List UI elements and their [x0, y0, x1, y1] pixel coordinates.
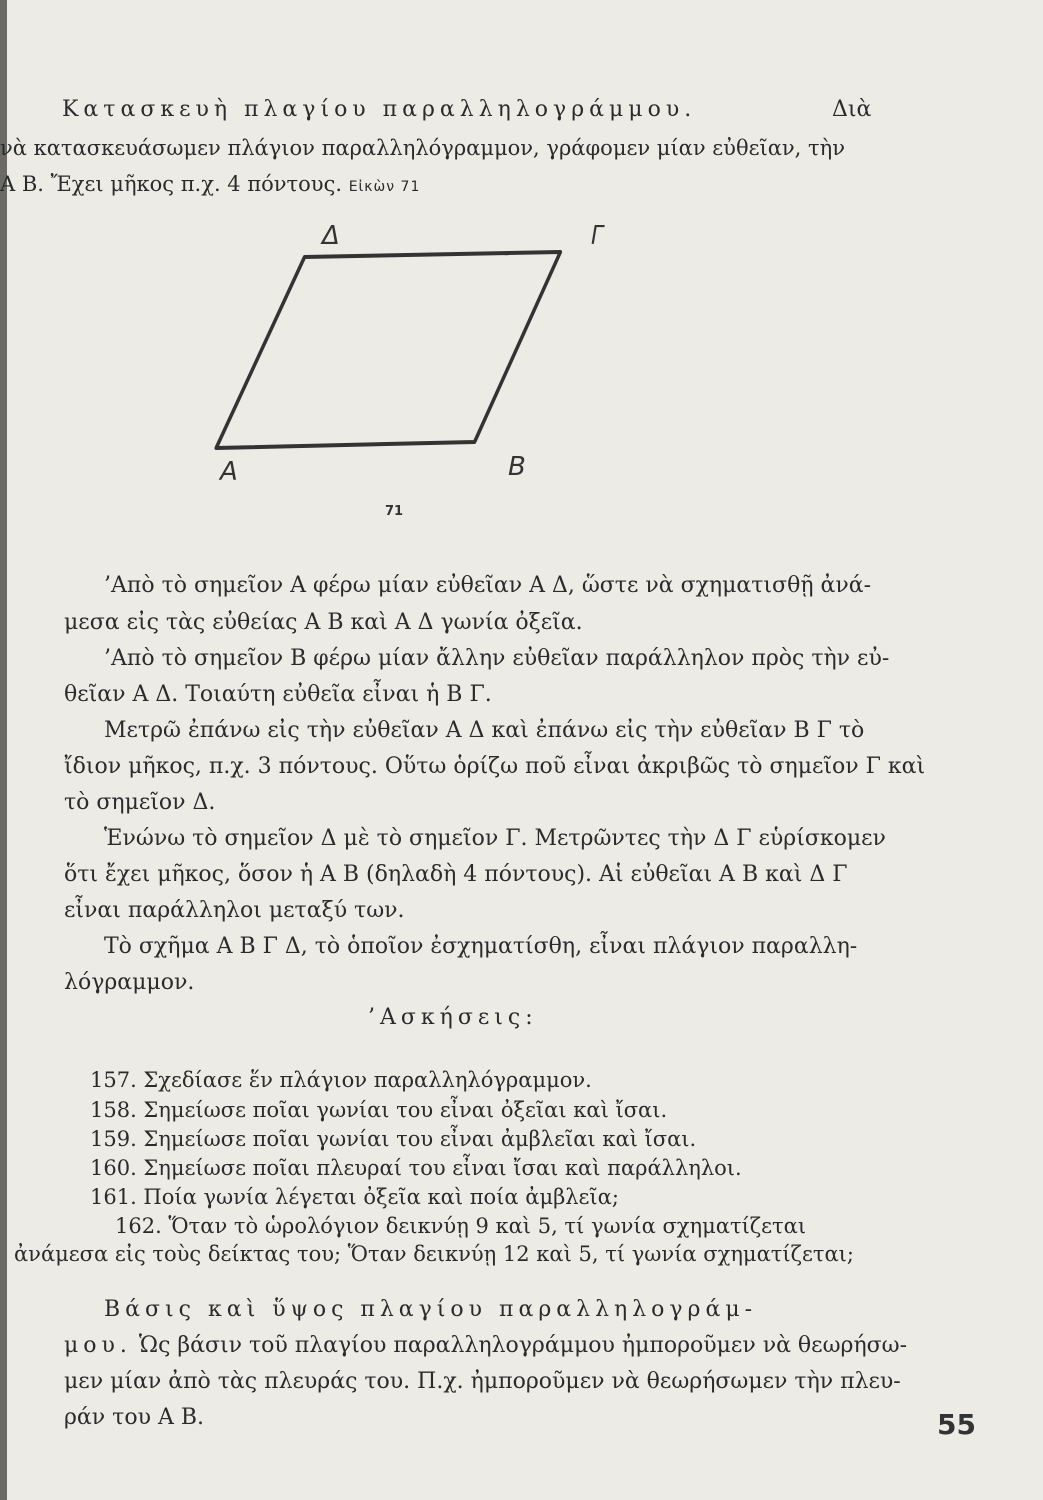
parallelogram-shape — [216, 252, 560, 448]
heading-line2: νὰ κατασκευάσωμεν πλάγιον παραλληλόγραμμον, γράφομεν μίαν εὐθεῖαν, τὴν — [0, 136, 845, 160]
paragraph-line: μεσα εἰς τὰς εὐθείας Α Β καὶ Α Δ γωνία ὀξεῖα. — [64, 610, 583, 635]
paragraph-line: θεῖαν Α Δ. Τοιαύτη εὐθεῖα εἶναι ἡ Β Γ. — [64, 682, 492, 707]
figure-number: 71 — [385, 504, 404, 519]
final-title-continuation: μου. — [64, 1333, 132, 1358]
paragraph-line: εἶναι παράλληλοι μεταξύ των. — [64, 898, 405, 923]
final-line — [64, 1332, 907, 1360]
paragraph-line: τὸ σημεῖον Δ. — [64, 790, 216, 815]
exercise-item: 157. Σχεδίασε ἕν πλάγιον παραλληλόγραμμον. — [90, 1068, 592, 1092]
final-line-rest: Ὡς βάσιν τοῦ πλαγίου παραλληλογράμμου ἠμποροῦμεν νὰ θεωρήσω- — [138, 1333, 908, 1358]
paragraph-line: ὅτι ἔχει μῆκος, ὅσον ἡ Α Β (δηλαδὴ 4 πόντους). Αἱ εὐθεῖαι Α Β καὶ Δ Γ — [64, 862, 848, 887]
exercise-item: 162. Ὅταν τὸ ὡρολόγιον δεικνύῃ 9 καὶ 5, τί γωνία σχηματίζεται — [115, 1214, 807, 1238]
parallelogram-figure — [200, 210, 604, 520]
vertex-label-a: Α — [220, 457, 238, 487]
heading-line3: Α Β. Ἔχει μῆκος π.χ. 4 πόντους. Εἰκὼν 71 — [0, 172, 421, 196]
heading-line1-rest: Διὰ — [832, 97, 872, 122]
exercise-item: 161. Ποία γωνία λέγεται ὀξεῖα καὶ ποία ἀμβλεῖα; — [90, 1185, 619, 1209]
page-number: 55 — [937, 1408, 976, 1441]
paragraph-line: ’Απὸ τὸ σημεῖον Β φέρω μίαν ἄλλην εὐθεῖαν παράλληλον πρὸς τὴν εὐ- — [104, 646, 890, 671]
paragraph-line: Μετρῶ ἐπάνω εἰς τὴν εὐθεῖαν Α Δ καὶ ἐπάνω εἰς τὴν εὐθεῖαν Β Γ τὸ — [104, 718, 865, 743]
paragraph-line: Ἑνώνω τὸ σημεῖον Δ μὲ τὸ σημεῖον Γ. Μετρῶντες τὴν Δ Γ εὑρίσκομεν — [104, 826, 886, 851]
exercises-title: ’Ασκήσεις: — [368, 1005, 538, 1030]
paragraph-line: Τὸ σχῆμα Α Β Γ Δ, τὸ ὁποῖον ἐσχηματίσθη, εἶναι πλάγιον παραλλη- — [104, 934, 858, 959]
paragraph-line: ’Απὸ τὸ σημεῖον Α φέρω μίαν εὐθεῖαν Α Δ, ὥστε νὰ σχηματισθῇ ἀνά- — [104, 573, 872, 598]
exercise-item: 160. Σημείωσε ποῖαι πλευραί του εἶναι ἴσαι καὶ παράλληλοι. — [90, 1156, 742, 1180]
section-title: Κατασκευὴ πλαγίου παραλληλογράμμου. — [62, 97, 697, 122]
vertex-label-d: Δ — [322, 221, 340, 251]
paragraph-line: λόγραμμον. — [64, 970, 195, 995]
vertex-label-b: Β — [508, 452, 526, 482]
exercise-item: 158. Σημείωσε ποῖαι γωνίαι του εἶναι ὀξεῖαι καὶ ἴσαι. — [90, 1098, 668, 1122]
final-section-title: Βάσις καὶ ὕψος πλαγίου παραλληλογράμ- — [104, 1297, 758, 1322]
vertex-label-g: Γ — [591, 220, 604, 251]
final-line: ράν του Α Β. — [64, 1405, 204, 1430]
final-line: μεν μίαν ἀπὸ τὰς πλευράς του. Π.χ. ἠμποροῦμεν νὰ θεωρήσωμεν τὴν πλευ- — [64, 1369, 901, 1394]
paragraph-line: ἴδιον μῆκος, π.χ. 3 πόντους. Οὕτω ὁρίζω ποῦ εἶναι ἀκριβῶς τὸ σημεῖον Γ καὶ — [64, 754, 926, 779]
exercise-item: 159. Σημείωσε ποῖαι γωνίαι του εἶναι ἀμβλεῖαι καὶ ἴσαι. — [90, 1127, 697, 1151]
figure-reference: Εἰκὼν 71 — [348, 179, 421, 195]
exercise-item: ἀνάμεσα εἰς τοὺς δείκτας του; Ὅταν δεικνύῃ 12 καὶ 5, τί γωνία σχηματίζεται; — [14, 1242, 854, 1266]
